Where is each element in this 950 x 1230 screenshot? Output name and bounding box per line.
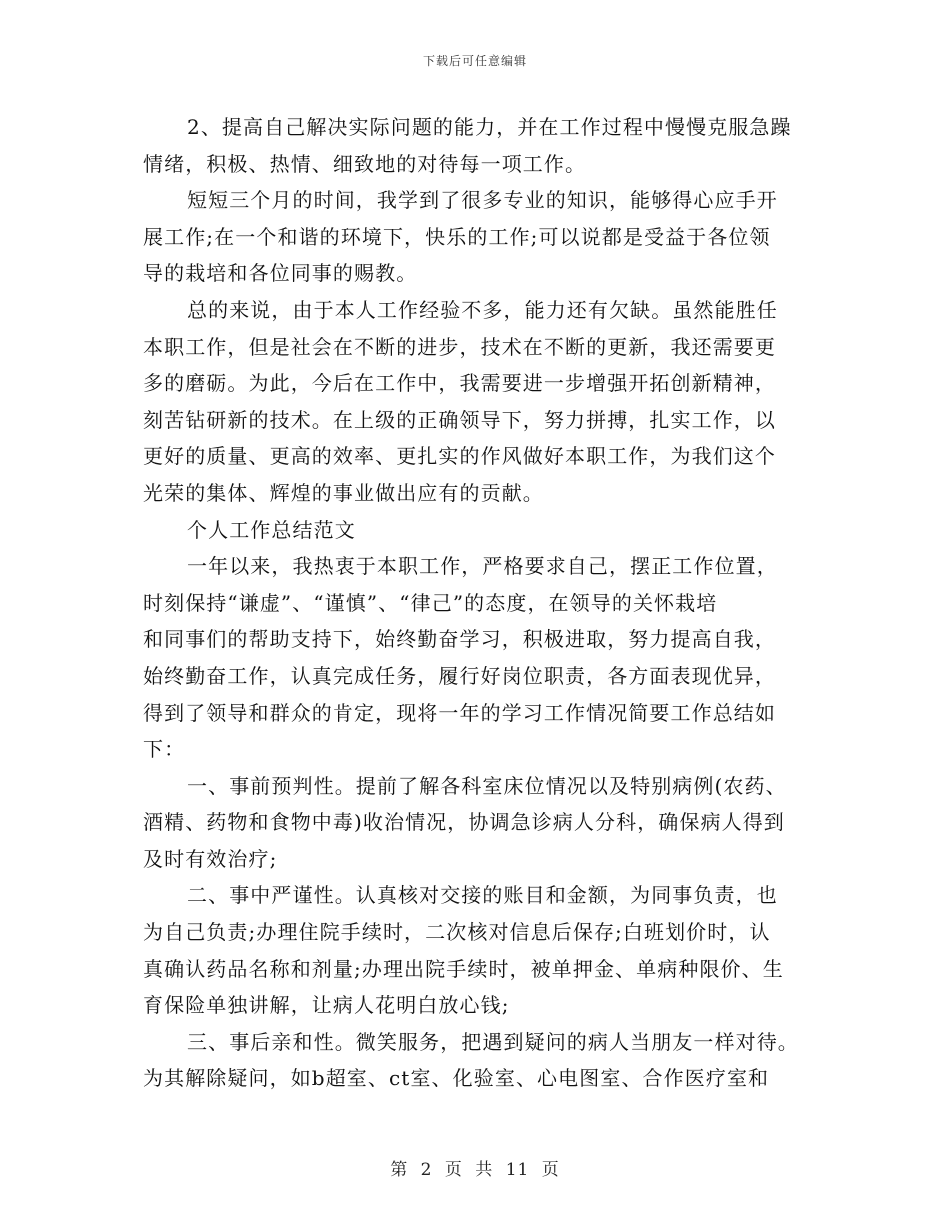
text-line: 和同事们的帮助支持下，始终勤奋学习，积极进取，努力提高自我， [143, 627, 776, 652]
text-line: 为其解除疑问，如b超室、ct室、化验室、心电图室、合作医疗室和 [143, 1066, 770, 1091]
page-footer: 第 2 页 共 11 页 [390, 1160, 560, 1180]
page-header: 下载后可任意编辑 [422, 54, 527, 68]
text-line: 总的来说，由于本人工作经验不多，能力还有欠缺。虽然能胜任 [187, 297, 778, 322]
text-line: 为自己负责;办理住院手续时，二次核对信息后保存;白班划价时，认 [143, 920, 771, 945]
text-line: 及时有效治疗; [143, 846, 278, 871]
text-line: 一、事前预判性。提前了解各科室床位情况以及特别病例(农药、 [187, 773, 787, 798]
text-line: 酒精、药物和食物中毒)收治情况，协调急诊病人分科，确保病人得到 [143, 810, 785, 835]
text-line: 育保险单独讲解，让病人花明白放心钱; [143, 993, 510, 1018]
text-line: 二、事中严谨性。认真核对交接的账目和金额，为同事负责，也 [187, 883, 778, 908]
text-line: 下： [143, 737, 186, 762]
text-line: 导的栽培和各位同事的赐教。 [143, 261, 418, 286]
text-line: 三、事后亲和性。微笑服务，把遇到疑问的病人当朋友一样对待。 [187, 1029, 799, 1054]
section-title: 个人工作总结范文 [187, 517, 356, 542]
document-body [143, 109, 803, 1097]
text-line: 得到了领导和群众的肯定，现将一年的学习工作情况简要工作总结如 [143, 700, 776, 725]
text-line: 真确认药品名称和剂量;办理出院手续时，被单押金、单病种限价、生 [143, 956, 784, 981]
text-line: 本职工作，但是社会在不断的进步，技术在不断的更新，我还需要更 [143, 334, 776, 359]
text-line: 更好的质量、更高的效率、更扎实的作风做好本职工作，为我们这个 [143, 444, 776, 469]
text-line: 短短三个月的时间，我学到了很多专业的知识，能够得心应手开 [187, 188, 778, 213]
text-line: 多的磨砺。为此，今后在工作中，我需要进一步增强开拓创新精神， [143, 371, 776, 396]
text-line: 2、提高自己解决实际问题的能力，并在工作过程中慢慢克服急躁 [187, 115, 792, 139]
text-line: 展工作;在一个和谐的环境下，快乐的工作;可以说都是受益于各位领 [143, 224, 771, 249]
text-line: 光荣的集体、辉煌的事业做出应有的贡献。 [143, 480, 544, 505]
text-line: 一年以来，我热衷于本职工作，严格要求自己，摆正工作位置， [187, 554, 778, 579]
text-line: 始终勤奋工作，认真完成任务，履行好岗位职责，各方面表现优异， [143, 663, 776, 688]
text-line: 时刻保持“谦虚”、“谨慎”、“律己”的态度，在领导的关怀栽培 [143, 590, 718, 615]
text-line: 刻苦钻研新的技术。在上级的正确领导下，努力拼搏，扎实工作，以 [143, 407, 776, 432]
text-line: 情绪，积极、热情、细致地的对待每一项工作。 [143, 151, 587, 176]
